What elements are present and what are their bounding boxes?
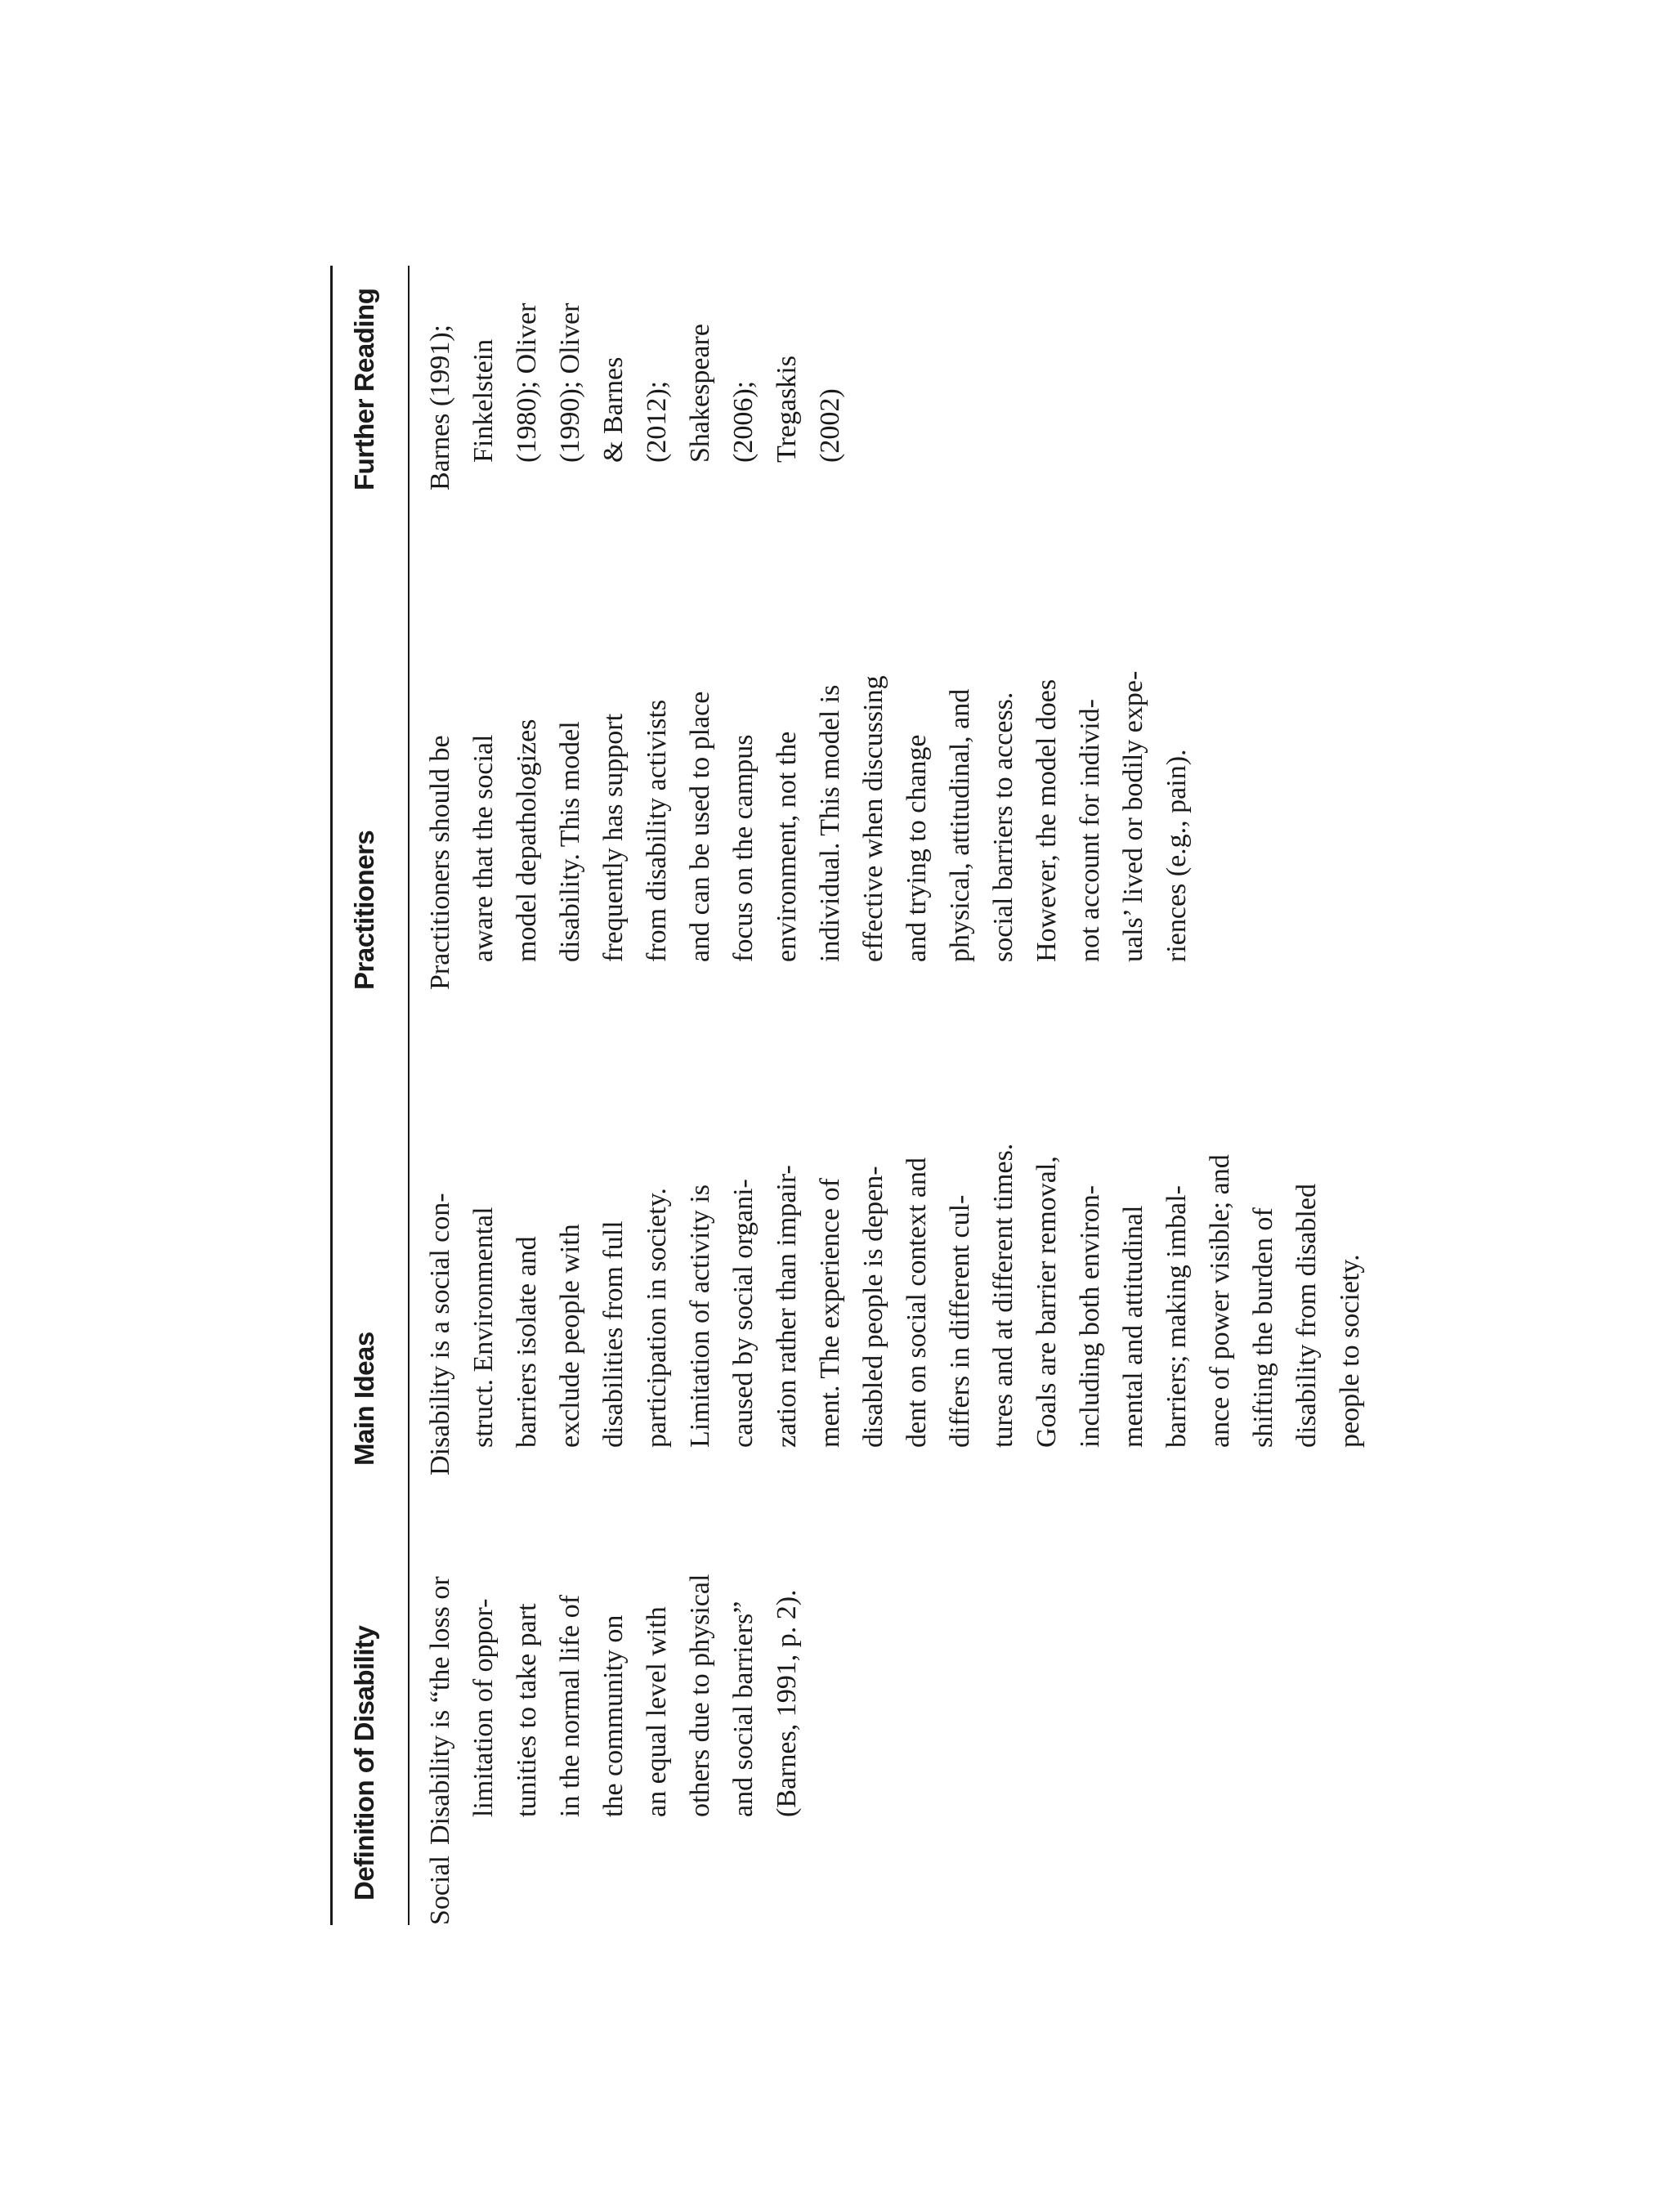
- further-reading-line: Finkelstein: [468, 338, 499, 463]
- practitioners-line: not account for individ-: [1075, 699, 1105, 962]
- practitioners-line: uals’ lived or bodily expe-: [1118, 670, 1148, 962]
- main-ideas-line: Disability is a social con-: [425, 1193, 455, 1475]
- main-ideas-line: differs in different cul-: [945, 1194, 975, 1448]
- main-ideas-line: participation in society.: [642, 1188, 672, 1448]
- practitioners-line: and trying to change: [902, 734, 932, 962]
- table-top-rule: [330, 266, 333, 1925]
- further-reading-line: Shakespeare: [685, 324, 715, 463]
- further-reading-line: (2002): [815, 388, 845, 463]
- definition-line: (Barnes, 1991, p. 2).: [772, 1589, 802, 1817]
- practitioners-line: from disability activists: [642, 699, 672, 962]
- main-ideas-line: caused by social organi-: [728, 1179, 759, 1448]
- cell-definition: [418, 1574, 808, 1845]
- practitioners-line: frequently has support: [598, 713, 629, 962]
- definition-line: in the normal life of: [555, 1595, 585, 1817]
- definition-line: the community on: [598, 1614, 629, 1817]
- main-ideas-line: including both environ-: [1075, 1184, 1105, 1448]
- definition-line: an equal level with: [642, 1606, 672, 1817]
- further-reading-line: & Barnes: [598, 356, 629, 463]
- definition-line: Disability is “the loss or: [425, 1576, 455, 1845]
- definition-line: limitation of oppor-: [468, 1598, 499, 1817]
- main-ideas-line: people to society.: [1335, 1254, 1365, 1448]
- category-label: Social: [425, 1856, 455, 1925]
- main-ideas-line: shifting the burden of: [1248, 1207, 1278, 1448]
- main-ideas-line: disabled people is depen-: [858, 1166, 888, 1448]
- table-header-rule: [408, 266, 410, 1925]
- practitioners-line: effective when discussing: [858, 675, 888, 962]
- practitioners-line: social barriers to access.: [988, 692, 1018, 962]
- practitioners-line: environment, not the: [772, 731, 802, 962]
- main-ideas-line: struct. Environmental: [468, 1207, 499, 1448]
- main-ideas-line: exclude people with: [555, 1224, 585, 1448]
- disability-models-table: [330, 0, 1674, 1925]
- header-definition: Definition of Disability: [349, 1625, 379, 1901]
- practitioners-line: individual. This model is: [815, 684, 845, 962]
- main-ideas-line: disability from disabled: [1291, 1184, 1322, 1448]
- header-practitioners: Practitioners: [349, 830, 379, 990]
- main-ideas-line: ance of power visible; and: [1205, 1154, 1235, 1448]
- practitioners-line: physical, attitudinal, and: [945, 688, 975, 962]
- main-ideas-line: tures and at different times.: [988, 1143, 1018, 1448]
- further-reading-line: (1980); Oliver: [512, 302, 542, 463]
- main-ideas-line: barriers; making imbal-: [1162, 1184, 1192, 1448]
- practitioners-line: and can be used to place: [685, 691, 715, 962]
- further-reading-line: Barnes (1991);: [425, 324, 455, 490]
- cell-further-reading: [418, 303, 852, 490]
- practitioners-line: disability. This model: [555, 721, 585, 962]
- main-ideas-line: mental and attitudinal: [1118, 1205, 1148, 1448]
- practitioners-line: focus on the campus: [728, 734, 759, 962]
- further-reading-line: (2012);: [642, 380, 672, 463]
- cell-category: [418, 1856, 462, 1925]
- definition-line: others due to physical: [685, 1574, 715, 1817]
- main-ideas-line: Goals are barrier removal,: [1032, 1156, 1062, 1448]
- further-reading-line: Tregaskis: [772, 356, 802, 463]
- main-ideas-line: Limitation of activity is: [685, 1184, 715, 1448]
- practitioners-line: Practitioners should be: [425, 735, 455, 990]
- practitioners-line: model depathologizes: [512, 719, 542, 962]
- definition-line: tunities to take part: [512, 1603, 542, 1817]
- further-reading-line: (2006);: [728, 380, 759, 463]
- main-ideas-line: barriers isolate and: [512, 1236, 542, 1448]
- main-ideas-line: ment. The experience of: [815, 1178, 845, 1448]
- cell-practitioners: [418, 671, 1198, 990]
- header-main-ideas: Main Ideas: [349, 1332, 379, 1466]
- main-ideas-line: disabilities from full: [598, 1220, 629, 1448]
- main-ideas-line: dent on social context and: [902, 1157, 932, 1448]
- practitioners-line: However, the model does: [1032, 678, 1062, 962]
- practitioners-line: aware that the social: [468, 734, 499, 962]
- further-reading-line: (1990); Oliver: [555, 302, 585, 463]
- header-further-reading: Further Reading: [349, 288, 379, 490]
- main-ideas-line: zation rather than impair-: [772, 1165, 802, 1448]
- practitioners-line: riences (e.g., pain).: [1162, 749, 1192, 962]
- cell-main-ideas: [418, 1144, 1372, 1475]
- definition-line: and social barriers”: [728, 1601, 759, 1817]
